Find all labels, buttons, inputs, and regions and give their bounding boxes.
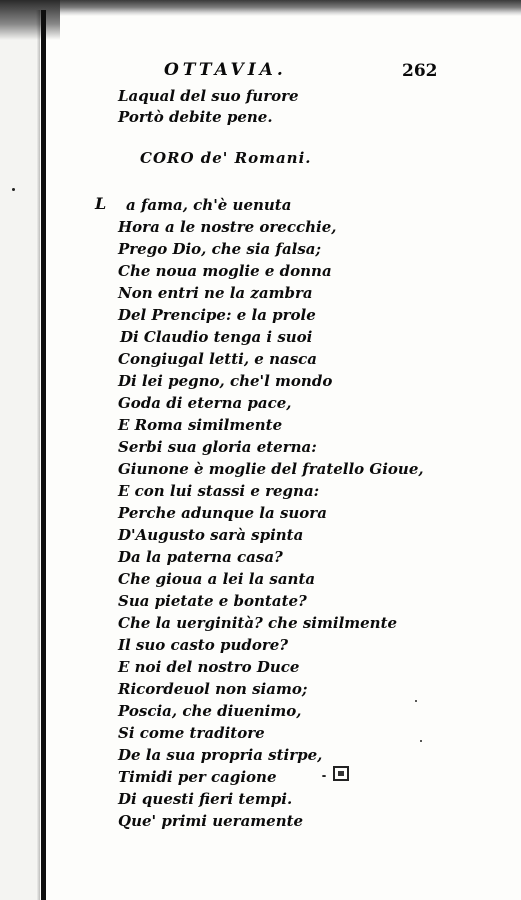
verse-line: Da la paterna casa? [118, 548, 283, 566]
chorus-heading: CORO de' Romani. [140, 149, 312, 167]
verse-line: Di Claudio tenga i suoi [120, 328, 313, 346]
ink-speck [12, 188, 15, 191]
verse-line: Que' primi ueramente [118, 812, 304, 830]
verse-line: a fama, ch'è uenuta [126, 196, 292, 214]
verse-line: E con lui stassi e regna: [118, 482, 320, 500]
drop-initial: L [95, 194, 107, 213]
verse-line: Sua pietate e bontate? [118, 592, 307, 610]
running-title: OTTAVIA. [164, 60, 287, 80]
verse-line: Hora a le nostre orecchie, [118, 218, 337, 236]
verse-line: Che la uerginità? che similmente [118, 614, 398, 632]
ink-speck [322, 775, 326, 777]
verse-line: Prego Dio, che sia falsa; [118, 240, 322, 258]
intro-line: Laqual del suo furore [118, 87, 299, 105]
verse-line: Timidi per cagione [118, 768, 277, 786]
verse-line: Ricordeuol non siamo; [118, 680, 308, 698]
verse-line: Serbi sua gloria eterna: [118, 438, 317, 456]
ink-smudge-mark [330, 765, 352, 783]
verse-line: E noi del nostro Duce [118, 658, 300, 676]
verse-line: E Roma similmente [118, 416, 283, 434]
verse-line: Il suo casto pudore? [118, 636, 289, 654]
verse-line: Di questi fieri tempi. [118, 790, 293, 808]
verse-line: Goda di eterna pace, [118, 394, 292, 412]
intro-line: Portò debite pene. [118, 108, 273, 126]
verse-line: Del Prencipe: e la prole [118, 306, 316, 324]
page-number: 262 [402, 61, 438, 81]
verse-line: Si come traditore [118, 724, 265, 742]
verse-line: Che noua moglie e donna [118, 262, 332, 280]
ink-speck [420, 740, 422, 742]
ink-speck [415, 700, 417, 702]
verse-line: Non entri ne la zambra [118, 284, 313, 302]
verse-line: De la sua propria stirpe, [118, 746, 323, 764]
verse-line: Di lei pegno, che'l mondo [118, 372, 333, 390]
verse-line: Che gioua a lei la santa [118, 570, 316, 588]
verse-line: Congiugal letti, e nasca [118, 350, 317, 368]
verse-line: Giunone è moglie del fratello Gioue, [118, 460, 424, 478]
verse-line: D'Augusto sarà spinta [118, 526, 304, 544]
verse-line: Perche adunque la suora [118, 504, 327, 522]
verse-line: Poscia, che diuenimo, [118, 702, 302, 720]
